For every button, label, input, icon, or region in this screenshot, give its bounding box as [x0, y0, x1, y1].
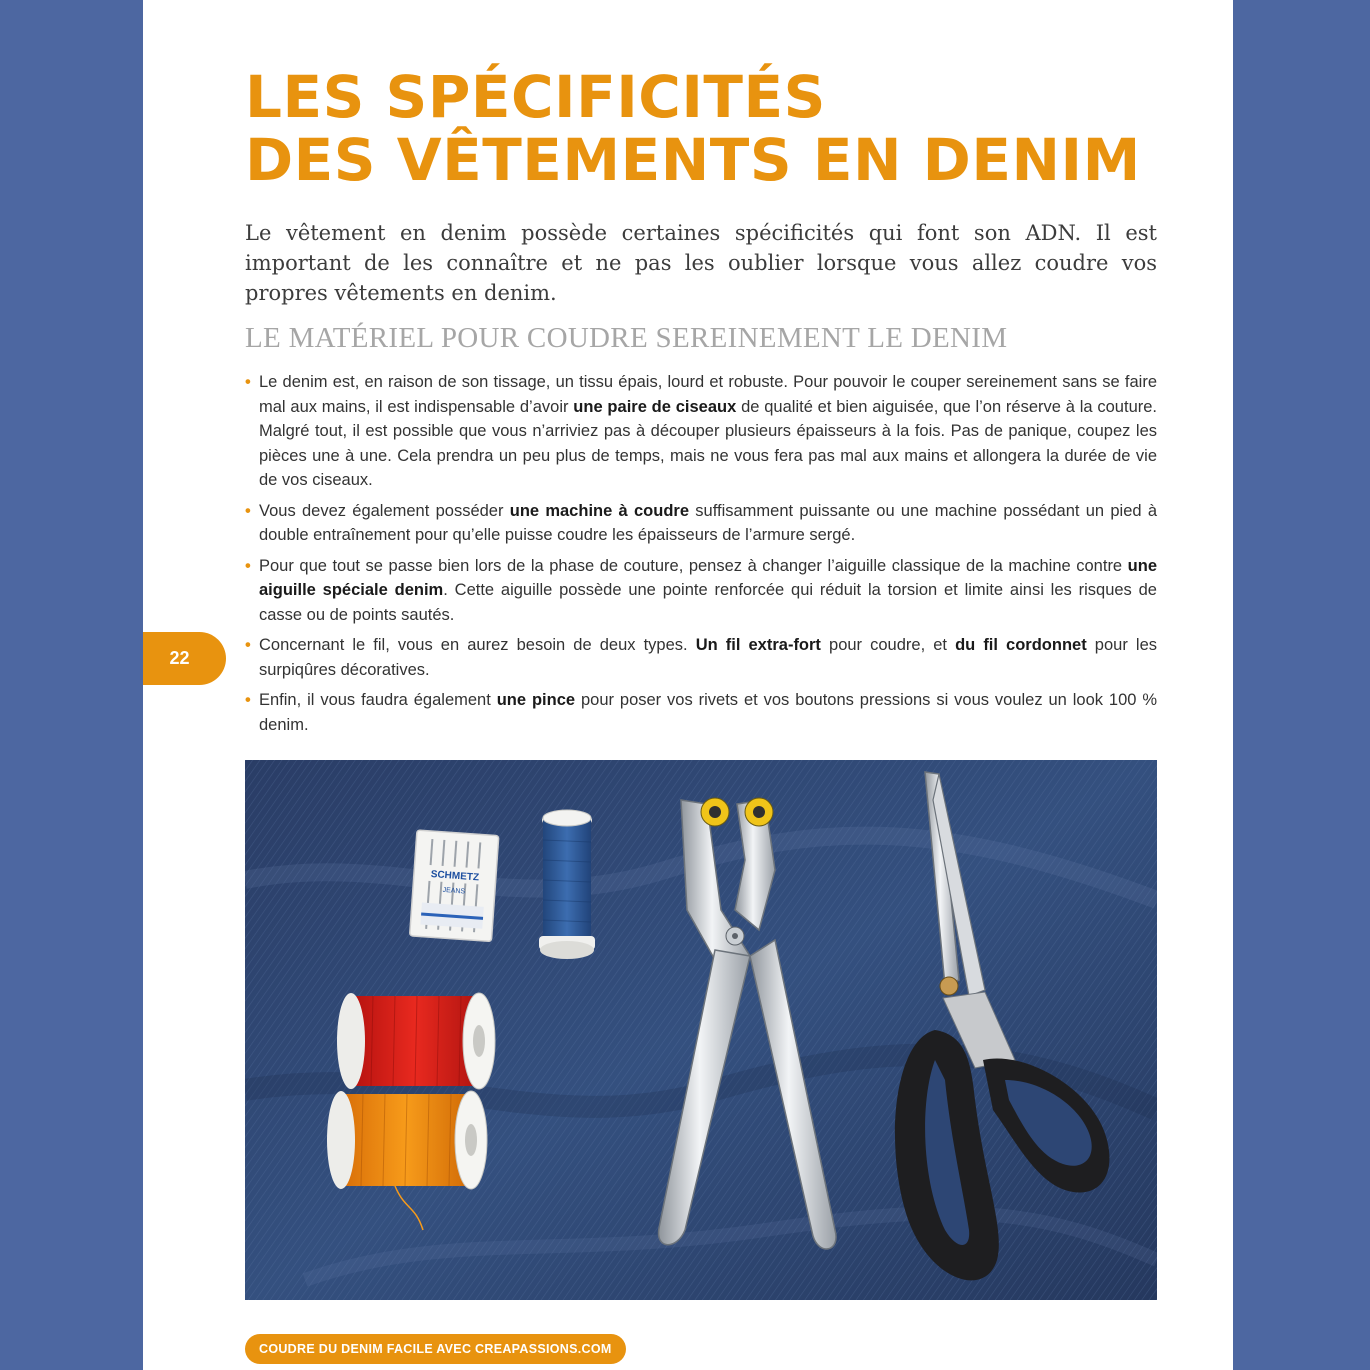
photo-illustration — [245, 760, 1157, 1300]
page-title — [245, 63, 1141, 194]
bullet-icon: • — [245, 373, 251, 391]
title-line-1: LES SPÉCIFICITÉS — [245, 63, 826, 131]
document-page — [143, 0, 1233, 1370]
bold-term: Un fil extra-fort — [695, 636, 821, 654]
bold-term: du fil cordonnet — [955, 636, 1087, 654]
intro-paragraph: Le vêtement en denim possède certaines spécificités qui font son ADN. Il est important de les connaître et ne pas les oublier lorsque vous allez coudre vos propres vêtements en denim. — [245, 221, 1157, 305]
needle-pack — [410, 830, 499, 941]
bold-term: une aiguille spéciale denim — [259, 556, 1157, 599]
red-thread-spool — [337, 993, 495, 1089]
blue-thread-spool — [539, 810, 595, 959]
page-number-tab — [143, 632, 226, 685]
list-item: • Pour que tout se passe bien lors de la phase de couture, pensez à changer l’aiguille classique de la machine contre une aiguille spéciale denim. Cette aiguille possède une pointe renforcée qui réduit la torsion et limite ainsi les risques de casse ou de points sautés. — [245, 554, 1157, 628]
needle-pack-label: SCHMETZ — [430, 869, 480, 884]
page-number: 22 — [169, 648, 190, 668]
bold-term: une paire de ciseaux — [573, 397, 737, 416]
footer-banner — [245, 1334, 626, 1364]
sewing-tools-photo — [245, 760, 1157, 1300]
bullet-icon: • — [245, 501, 251, 520]
materials-list — [245, 370, 1157, 743]
list-item: • Concernant le fil, vous en aurez besoin de deux types. Un fil extra-fort pour coudre, et du fil cordonnet pour les surpiqûres décoratives. — [245, 633, 1157, 682]
list-item: • Vous devez également posséder une machine à coudre suffisamment puissante ou une machine possédant un pied à double entraînement pour qu’elle puisse coudre les épaisseurs de l’armure sergé. — [245, 499, 1157, 548]
section-heading: LE MATÉRIEL POUR COUDRE SEREINEMENT LE DENIM — [245, 322, 1008, 354]
footer-text: COUDRE DU DENIM FACILE AVEC CREAPASSIONS.COM — [259, 1342, 612, 1356]
title-line-2: DES VÊTEMENTS EN DENIM — [245, 126, 1141, 194]
bullet-icon: • — [245, 556, 251, 575]
bullet-icon: • — [245, 636, 251, 654]
bullet-icon: • — [245, 691, 251, 709]
list-item: • Le denim est, en raison de son tissage, un tissu épais, lourd et robuste. Pour pouvoir le couper sereinement sans se faire mal aux mains, il est indispensable d’avoir une paire de ciseaux de qualité et bien aiguisée, que l’on réserve à la couture. Malgré tout, il est possible que vous n’arriviez pas à découper plusieurs épaisseurs à la fois. Pas de panique, coupez les pièces une à une. Cela prendra un peu plus de temps, mais ne vous fera pas mal aux mains et allongera la durée de vie de vos ciseaux. — [245, 370, 1157, 493]
needle-pack-sub-label: JEANS — [442, 886, 466, 896]
bold-term: une machine à coudre — [509, 501, 690, 520]
list-item: • Enfin, il vous faudra également une pince pour poser vos rivets et vos boutons pressions si vous voulez un look 100 % denim. — [245, 688, 1157, 737]
bold-term: une pince — [496, 691, 576, 709]
